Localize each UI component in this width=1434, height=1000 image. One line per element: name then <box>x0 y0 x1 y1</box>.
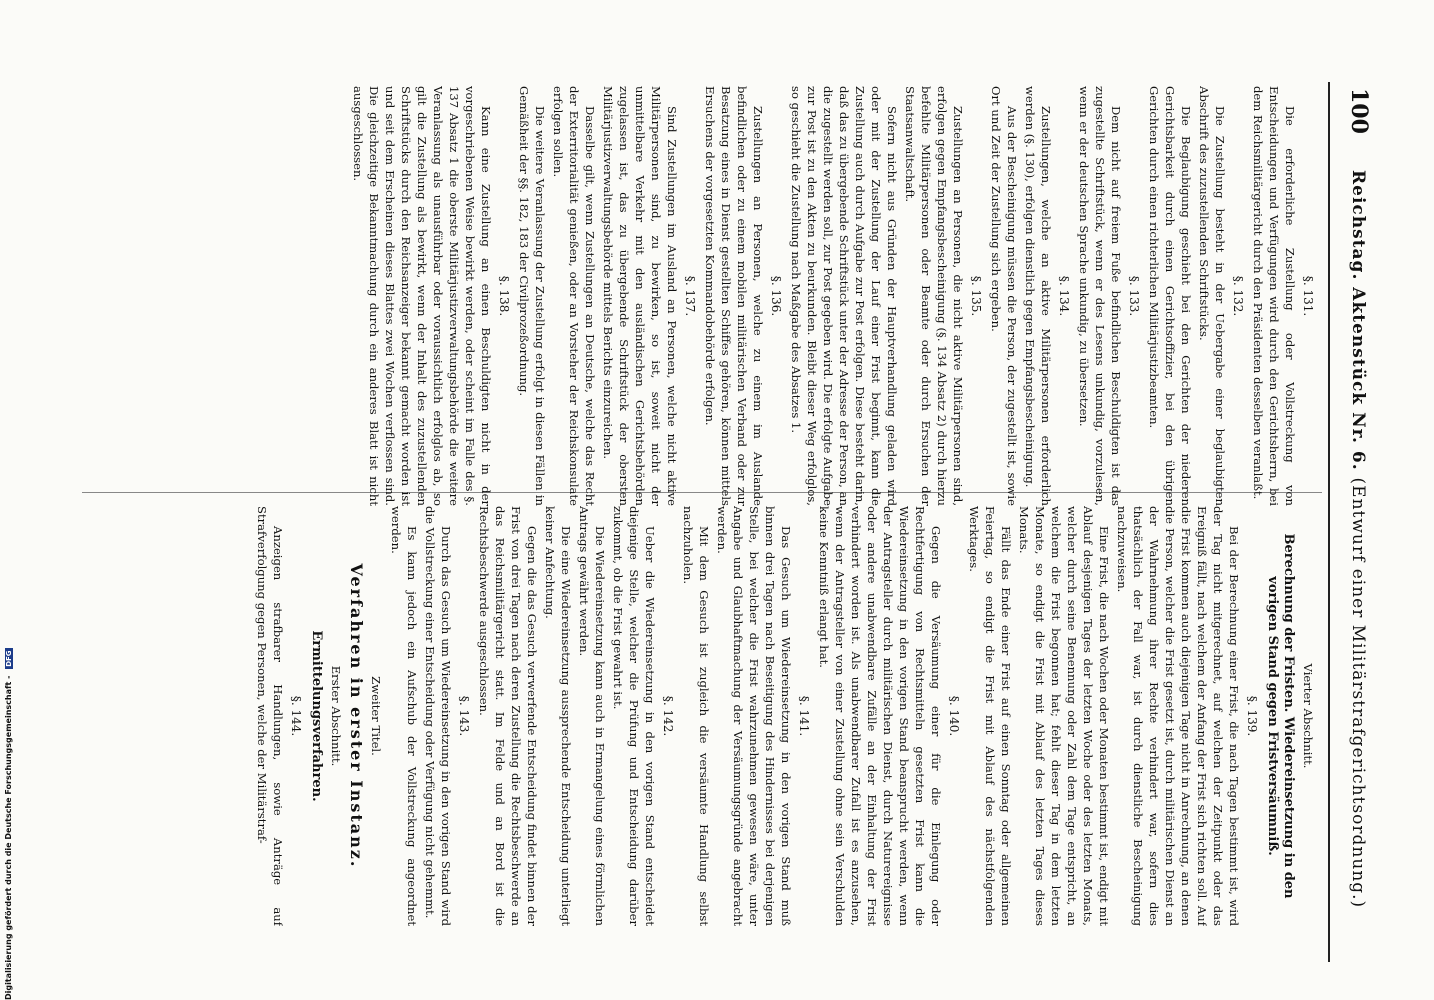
section-137-heading: §. 137. <box>683 275 697 317</box>
section-139-text-3: Fällt das Ende einer Frist auf einen Sonntag oder allgemeinen Feiertag, so endigt die Frist mit Ablauf des nächstfolgenden Werktages. <box>967 506 1013 926</box>
first-section-name: Ermittelungsverfahren. <box>309 630 324 802</box>
section-136-text: Zustellungen an Personen, welche zu einem im Auslande befindlichen oder zu einem mobilen militärischen Verband oder zur Besatzung eines in Dienst gestellten Schiffes gehören, können mittels Ersuchens der vorgesetzten Kommandobehörde erfolgen. <box>703 86 765 506</box>
section-137-text-3: Die weitere Veranlassung der Zustellung erfolgt in diesen Fällen in Gemäßheit der §§. 182, 183 der Civilprozeßordnung. <box>517 86 547 506</box>
first-section-label: Erster Abschnitt. <box>329 665 343 767</box>
section-135-heading: §. 135. <box>969 275 983 317</box>
section-139-heading: §. 139. <box>1245 695 1259 737</box>
title-name: Verfahren in erster Instanz. <box>347 563 366 869</box>
section-143-heading: §. 143. <box>457 695 471 737</box>
page-number: 100 <box>1346 88 1372 134</box>
section-140-text: Gegen die Versäumung einer für die Einlegung oder Rechtfertigung von Rechtsmitteln gesetzten Frist kann die Wiedereinsetzung in den vorigen Stand beansprucht werden, wenn der Antragsteller durch militärischen Dienst, durch Naturereignisse oder andere unabwendbare Zufälle an der Einhaltung der Frist verhindert worden ist. Als unabwendbarer Zufall ist es anzusehen, wenn der Antragsteller von einer Zustellung ohne sein Verschulden keine Kenntniß erlangt hat. <box>817 506 943 926</box>
left-column <box>70 86 1320 506</box>
right-column <box>70 506 1320 926</box>
section-139-text: Bei der Berechnung einer Frist, die nach Tagen bestimmt ist, wird der Tag nicht mitgerechnet, auf welchen der Zeitpunkt oder das Ereigniß fällt, nach welchem der Anfang der Frist sich richten soll. Auf die Frist kommen auch diejenigen Tage nicht in Anrechnung, an denen die Person, welcher die Frist gesetzt ist, durch militärischen Dienst an der Wahrnehmung ihrer Rechte verhindert war, sofern dies thatsächlich der Fall war, ist durch dienstliche Bescheinigung nachzuweisen. <box>1115 506 1241 926</box>
section-137-text: Sind Zustellungen im Ausland an Personen, welche nicht aktive Militärpersonen sind, zu bewirken, so ist, soweit nicht der unmittelbare Verkehr mit den ausländischen Gerichtsbehörden zugelassen ist, das zu übergebende Schriftstück der obersten Militärjustizverwaltungsbehörde mittels Berichts einzureichen. <box>601 86 679 506</box>
section-144-text: Anzeigen strafbarer Handlungen, sowie Anträge auf Strafverfolgung gegen Personen, welche der Militärstraf- <box>255 506 285 926</box>
section-138-heading: §. 138. <box>497 275 511 317</box>
section-142-text-4: Gegen die das Gesuch verwerfende Entscheidung findet binnen der Frist von drei Tagen nach deren Zustellung die Rechtsbeschwerde an das Reichsmilitärgericht statt. Im Felde und an Bord ist die Rechtsbeschwerde ausgeschlossen. <box>477 506 539 926</box>
section-141-text: Das Gesuch um Wiedereinsetzung in den vorigen Stand muß binnen drei Tagen nach Beseitigung des Hindernisses bei derjenigen Stelle, bei welcher die Frist wahrzunehmen gewesen wäre, unter Angabe und Glaubhaftmachung der Versäumungsgründe angebracht werden. <box>715 506 793 926</box>
section-135-text: Zustellungen an Personen, die nicht aktive Militärpersonen sind, erfolgen gegen Empfangsbescheinigung (§. 134 Absatz 2) durch hierzu befehlte Militärpersonen oder Beamte oder durch Ersuchen der Staatsanwaltschaft. <box>903 86 965 506</box>
section-134-text: Zustellungen, welche an aktive Militärpersonen erforderlich werden (§. 130), erfolgen dienstlich gegen Empfangsbescheinigung. <box>1023 86 1053 506</box>
section-141-text-2: Mit dem Gesuch ist zugleich die versäumte Handlung selbst nachzuholen. <box>681 506 711 926</box>
section-139-text-2: Eine Frist, die nach Wochen oder Monaten bestimmt ist, endigt mit Ablauf desjenigen Tages der letzten Woche oder des letzten Monats, welcher durch seine Benennung oder Zahl dem Tage entspricht, an welchem die Frist begonnen hat; fehlt dieser Tag in dem letzten Monate, so endigt die Frist mit Ablauf des letzten Tages dieses Monats. <box>1017 506 1111 926</box>
section-132-heading: §. 132. <box>1231 275 1245 317</box>
digitization-note-text: Digitalisierung gefördert durch die Deutsche Forschungsgemeinschaft - <box>4 675 13 1000</box>
section-133-text: Dem nicht auf freiem Fuße befindlichen Beschuldigten ist das zugestellte Schriftstück, wenn er des Lesens unkundig, vorzulesen, wenn er der deutschen Sprache unkundig, zu übersetzen. <box>1077 86 1123 506</box>
section-144-heading: §. 144. <box>289 695 303 737</box>
section-135-text-2: Sofern nicht aus Gründen der Hauptverhandlung geladen wird oder mit der Zustellung der Lauf einer Frist beginnt, kann die Zustellung auch durch Aufgabe zur Post erfolgen. Diese besteht darin, daß das zu übergebende Schriftstück unter der Adresse der Person, an die zugestellt werden soll, zur Post gegeben wird. Die erfolgte Aufgabe zur Post ist zu den Akten zu beurkunden. Bleibt dieser Weg erfolglos, so geschieht die Zustellung nach Maßgabe des Absatzes 1. <box>789 86 899 506</box>
section-136-heading: §. 136. <box>769 275 783 317</box>
section-134-text-2: Aus der Bescheinigung müssen die Person, der zugestellt ist, sowie Ort und Zeit der Zustellung sich ergeben. <box>989 86 1019 506</box>
section-143-text: Durch das Gesuch um Wiedereinsetzung in den vorigen Stand wird die Vollstreckung einer Entscheidung oder Verfügung nicht gehemmt. <box>423 506 453 926</box>
section-140-heading: §. 140. <box>947 695 961 737</box>
section-142-text-2: Die Wiedereinsetzung kann auch in Ermangelung eines förmlichen Antrags gewährt werden. <box>577 506 607 926</box>
header-subtitle: (Entwurf einer Militärstrafgerichtsordnung.) <box>1348 477 1368 909</box>
section-134-heading: §. 134. <box>1057 275 1071 317</box>
section-141-heading: §. 141. <box>797 695 811 737</box>
header-rule <box>1328 82 1330 962</box>
section-143-text-2: Es kann jedoch ein Aufschub der Vollstreckung angeordnet werden. <box>389 506 419 926</box>
section-142-text-3: Die eine Wiedereinsetzung aussprechende Entscheidung unterliegt keiner Anfechtung. <box>543 506 573 926</box>
section-132-text-2: Die Beglaubigung geschieht bei den Gerichten der niederen Gerichtsbarkeit durch einen Gerichtsoffizier, bei den übrigen Gerichten durch einen richterlichen Militärjustizbeamten. <box>1147 86 1193 506</box>
section-133-heading: §. 133. <box>1127 275 1141 317</box>
title-label: Zweiter Titel. <box>369 676 383 756</box>
section-142-heading: §. 142. <box>661 695 675 737</box>
digitization-note <box>4 648 13 1000</box>
page-header <box>1332 0 1372 1000</box>
dfg-logo: DFG <box>5 650 13 667</box>
section-131-heading: §. 131. <box>1301 275 1315 317</box>
header-title: Reichstag. Aktenstück Nr. 6. <box>1348 170 1368 471</box>
section-132-text: Die Zustellung besteht in der Uebergabe einer beglaubigten Abschrift des zuzustellenden Schriftstücks. <box>1197 86 1227 506</box>
section-138-text: Kann eine Zustellung an einen Beschuldigten nicht in der vorgeschriebenen Weise bewirkt werden, oder scheint im Falle des §. 137 Absatz 1 die oberste Militärjustizverwaltungsbehörde die weitere Veranlassung als unausführbar oder voraussichtlich erfolglos ab, so gilt die Zustellung als bewirkt, wenn der Inhalt des zuzustellenden Schriftstücks durch den Reichsanzeiger bekannt gemacht worden ist und seit dem Erscheinen dieses Blattes zwei Wochen verflossen sind. Die gleichzeitige Bekanntmachung durch ein anderes Blatt ist nicht ausgeschlossen. <box>351 86 493 506</box>
section-131-text: Die erforderliche Zustellung oder Vollstreckung von Entscheidungen und Verfügungen wird durch den Gerichtsherrn, bei dem Reichsmilitärgericht durch den Präsidenten desselben veranlaßt. <box>1251 86 1297 506</box>
chapter-label: Vierter Abschnitt. <box>1301 663 1315 769</box>
section-137-text-2: Dasselbe gilt, wenn Zustellungen an Deutsche, welche das Recht der Exterritorialität genießen, oder an Vorsteher der Reichskonsulate erfolgen sollen. <box>551 86 597 506</box>
section-142-text: Ueber die Wiedereinsetzung in den vorigen Stand entscheidet diejenige Stelle, welcher die Prüfung und Entscheidung darüber zukommt, ob die Frist gewahrt ist. <box>611 506 657 926</box>
page-title <box>1348 170 1368 908</box>
chapter-title: Berechnung der Fristen. Wiedereinsetzung in den vorigen Stand gegen Fristversäumniß. <box>1265 533 1296 899</box>
